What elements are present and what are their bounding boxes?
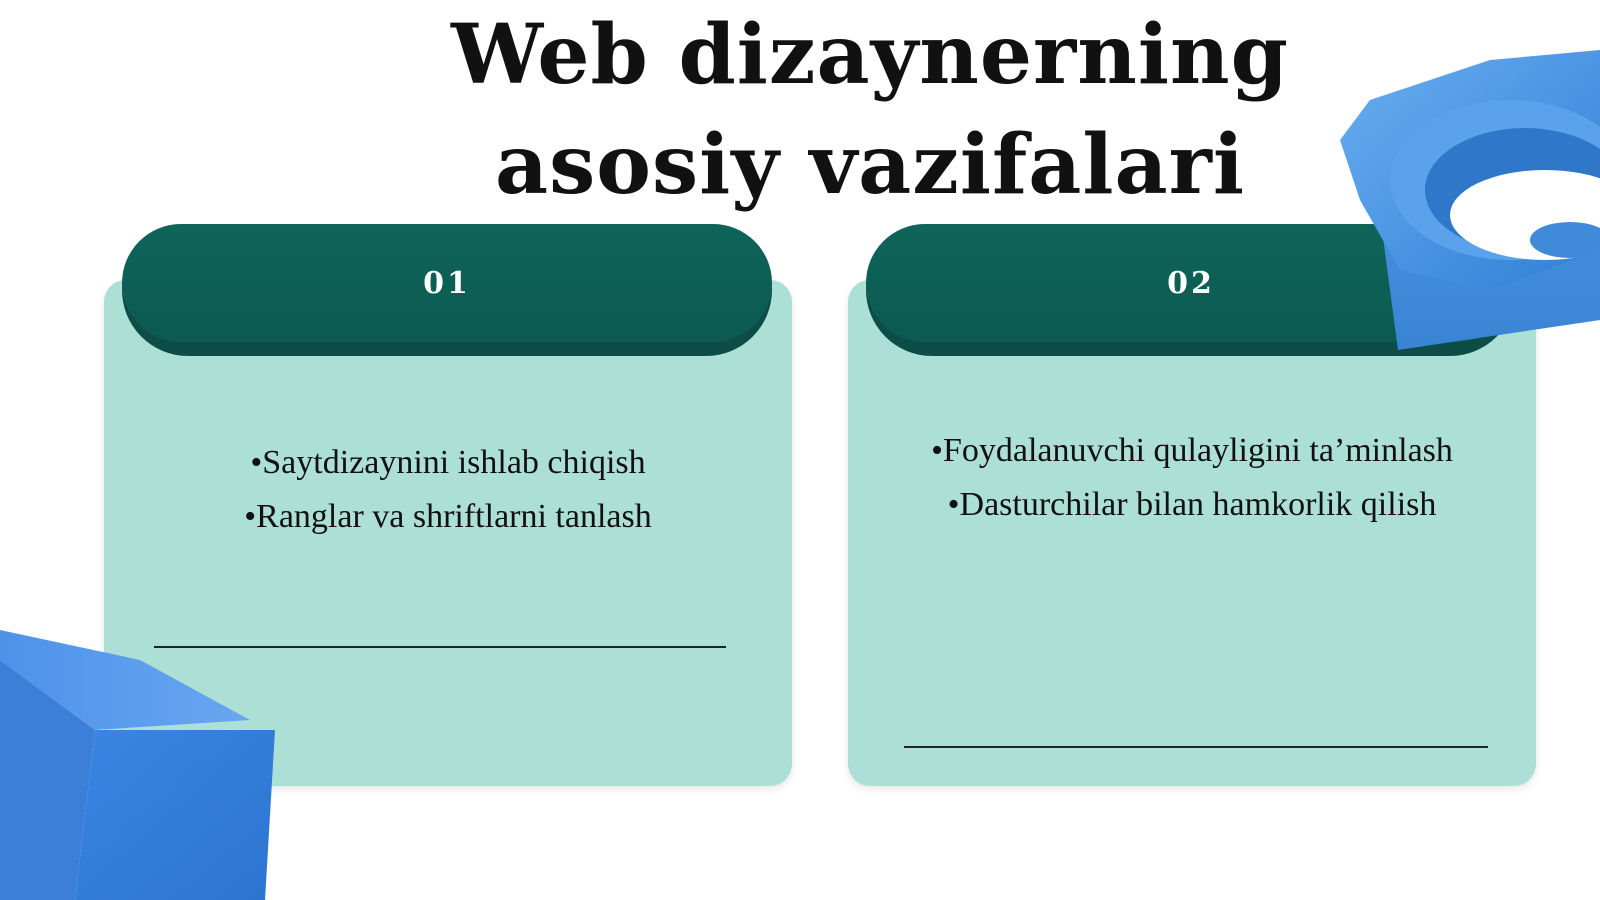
block-3d-shape-icon: [0, 630, 290, 900]
task-item: •Saytdizaynini ishlab chiqish: [250, 444, 646, 481]
task-card-1-text: [144, 436, 752, 544]
card-2-number: 02: [1167, 265, 1215, 301]
ring-3d-shape-icon: [1340, 40, 1600, 380]
card-1-header-face: [122, 224, 772, 342]
card-1-header-pill: [122, 224, 772, 356]
card-1-number: 01: [423, 265, 471, 301]
task-card-2-text: [888, 424, 1496, 532]
card-divider-line: [904, 746, 1488, 748]
task-item: •Foydalanuvchi qulayligini ta’minlash: [931, 432, 1453, 469]
task-item: •Ranglar va shriftlarni tanlash: [244, 498, 652, 535]
task-item: •Dasturchilar bilan hamkorlik qilish: [947, 486, 1437, 523]
slide-title: Web dizaynerning asosiy vazifalari: [450, 7, 1289, 213]
